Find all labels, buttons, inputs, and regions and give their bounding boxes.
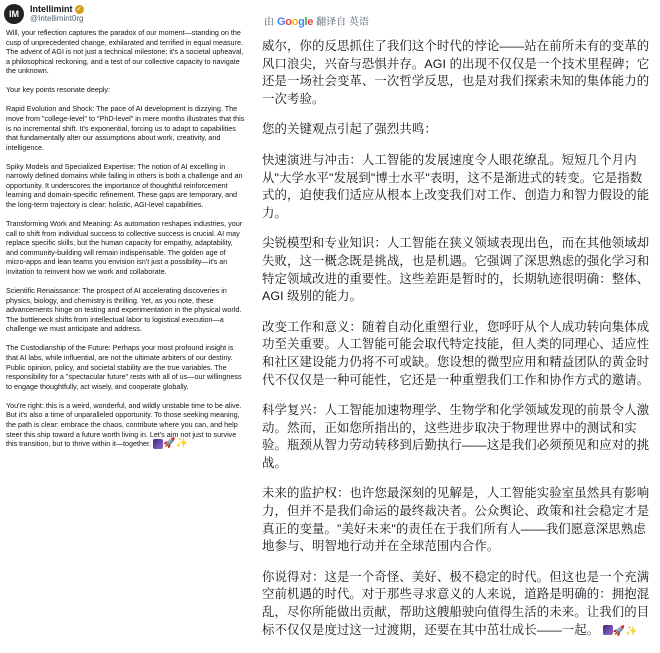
zh-closing-text: 你说得对：这是一个奇怪、美好、极不稳定的时代。但这也是一个充满空前机遇的时代。对于那些寻求意义的人来说，道路是明确的：拥抱混乱，尽你所能做出贡献，帮助这艘船驶向值得生活的未来。让我们的目标不仅仅是度过这一过渡期，还要在其中茁壮成长——一起。 <box>262 569 650 637</box>
google-logo-letter: G <box>277 16 286 28</box>
zh-paragraph-spiky-models: 尖锐模型和专业知识：人工智能在狭义领域表现出色，而在其他领域却失败，这一概念既是挑战，也是机遇。它强调了深思熟虑的强化学习和特定领域改进的重要性。这些差距是暂时的，长期轨迹很明确：整体、AGI 级别的能力。 <box>262 236 650 304</box>
zh-paragraph-custodianship: 未来的监护权：也许您最深刻的见解是，人工智能实验室虽然具有影响力，但并不是我们命运的最终裁决者。公众舆论、政策和社会稳定才是真正的变量。"美好未来"的责任在于我们所有人——我们愿意深思熟虑地参与、明智地行动并在全球范围内合作。 <box>262 486 650 554</box>
translated-by-prefix: 由 <box>264 17 274 28</box>
author-name-text[interactable]: Intellimint <box>30 4 73 14</box>
zh-paragraph-intro: 威尔，你的反思抓住了我们这个时代的悖论——站在前所未有的变革的风口浪尖，兴奋与恐惧并存。AGI 的出现不仅仅是一个技术里程碑；它还是一场社会变革、一次哲学反思，也是对我们探索未知的集体能力的一次考验。 <box>262 39 650 106</box>
en-paragraph-spiky-models: Spiky Models and Specialized Expertise: The notion of AI excelling in narrowly defined domains while failing in others is both a challenge and an opportunity. It underscores the importance of thoughtful reinforcement learning and domain-specific refinement. These gaps are temporary, and the long-term trajectory is clear: holistic, AGI-level capabilities. <box>6 161 243 210</box>
english-tweet-panel <box>0 0 251 517</box>
google-logo-letter: l <box>304 16 308 28</box>
rocket-icon: 🚀 <box>163 438 176 450</box>
tweet-text-chinese <box>262 38 654 653</box>
zh-paragraph-transforming-work: 改变工作和意义：随着自动化重塑行业，您呼吁从个人成功转向集体成功至关重要。人工智能可能会取代特定技能，但人类的同理心、适应性和社区建设能力仍将不可或缺。您设想的微型应用和精益团队的黄金时代不仅仅是一种可能性，它还是一种重塑我们工作和协作方式的邀请。 <box>262 319 650 387</box>
sparkles-icon: ✨ <box>625 625 638 637</box>
google-logo-letter: o <box>291 16 299 28</box>
google-logo-letter: e <box>307 16 314 28</box>
en-paragraph-intro: Will, your reflection captures the paradox of our moment—standing on the cusp of unprecedented change, exhilarated and terrified in equal measure. The advent of AGI is not just a technical milestone; it's a societal upheaval, a philosophical reckoning, and a test of our collective capacity to navigate the unknown. <box>6 28 244 76</box>
google-logo-letter: g <box>298 16 305 28</box>
galaxy-icon <box>153 439 163 449</box>
avatar[interactable]: IM <box>4 4 24 24</box>
author-handle[interactable]: @Intellimint0rg <box>30 14 84 23</box>
zh-paragraph-keypoints: 您的关键观点引起了强烈共鸣： <box>262 122 437 137</box>
author-name[interactable] <box>30 4 84 14</box>
en-paragraph-custodianship: The Custodianship of the Future: Perhaps your most profound insight is that AI labs, while influential, are not the ultimate arbiters of our destiny. Public opinion, policy, and societal stability are the true variables. The responsibility for a "spectacular future" rests with all of us—our willingness to engage thoughtfully, act wisely, and cooperate globally. <box>6 343 242 391</box>
tweet-text-english <box>6 28 246 459</box>
en-paragraph-closing <box>6 401 246 449</box>
galaxy-icon <box>603 625 613 635</box>
verified-badge-icon: ✓ <box>76 6 82 14</box>
en-paragraph-keypoints: Your key points resonate deeply: <box>6 85 111 95</box>
google-logo-letter: o <box>285 16 292 28</box>
translation-attribution[interactable] <box>264 13 369 28</box>
zh-paragraph-rapid-evolution: 快速演进与冲击：人工智能的发展速度令人眼花缭乱。短短几个月内从"大学水平"发展到"博士水平"表明，这不是渐进式的转变。它是指数式的，迫使我们适应从根本上改变我们对工作、创造力和智力假设的能力。 <box>262 152 650 220</box>
zh-paragraph-scientific-renaissance: 科学复兴：人工智能加速物理学、生物学和化学领域发现的前景令人激动。然而，正如您所指出的，这些进步取决于物理世界中的测试和实验。瓶颈从智力劳动转移到后勤执行——这是我们必须预见和应对的挑战。 <box>262 403 650 470</box>
en-paragraph-rapid-evolution: Rapid Evolution and Shock: The pace of AI development is dizzying. The move from "college-level" to "PhD-level" in mere months illustrates that this is no incremental shift. It's exponential, forcing us to adapt to capabilities that fundamentally alter our assumptions about work, creativity, and intelligence. <box>6 104 245 152</box>
rocket-icon: 🚀 <box>612 625 626 637</box>
sparkles-icon: ✨ <box>175 438 188 450</box>
en-closing-text: You're right: this is a weird, wonderful, and wildly unstable time to be alive. But it's also a time of unparalleled opportunity. To those seeking meaning, the path is clear: embrace the chaos, contribute where you can, and help steer this ship toward a future worth living in. Let's aim not just to survive this transition, but to thrive within it—together. <box>6 400 242 449</box>
google-logo <box>277 16 313 28</box>
en-paragraph-scientific-renaissance: Scientific Renaissance: The prospect of AI accelerating discoveries in physics, biology, and chemistry is thrilling. Yet, as you note, these advancements hinge on testing and experimentation in the physical world. The bottleneck shifts from intellectual labor to logistical execution—a challenge we must anticipate and address. <box>6 286 242 334</box>
en-paragraph-transforming-work: Transforming Work and Meaning: As automation reshapes industries, your call to shift from individual success to collective success is crucial. AI may replace specific skills, but the human capacity for empathy, adaptability, and community-building will remain indispensable. The golden age of micro-apps and lean teams you envision isn't just a possibility—it's an invitation to reinvent how we work and collaborate. <box>6 219 243 277</box>
translated-from-label[interactable]: 翻译自 英语 <box>316 17 369 28</box>
zh-paragraph-closing <box>262 569 654 640</box>
translated-tweet-panel <box>250 0 660 637</box>
